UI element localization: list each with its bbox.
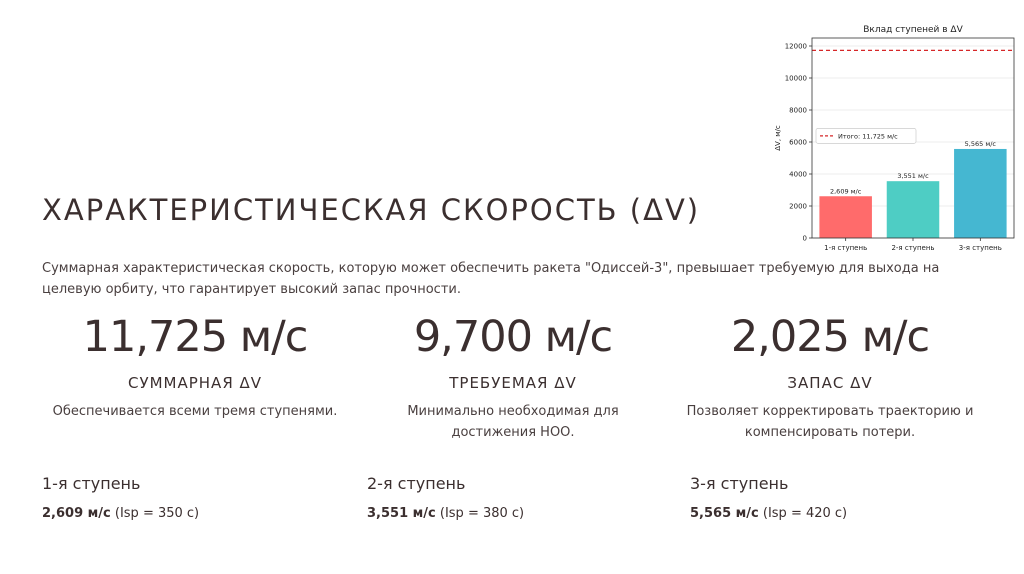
stage-stats bbox=[690, 506, 970, 521]
page-description: Суммарная характеристическая скорость, которую может обеспечить ракета "Одиссей-3", превышает требуемую для выхода на целевую орбиту, что гарантирует высокий запас прочности. bbox=[42, 261, 940, 297]
bar bbox=[954, 149, 1007, 238]
x-tick-label: 2-я ступень bbox=[891, 244, 935, 252]
stage-stats bbox=[367, 506, 647, 521]
stage-isp: (Isp = 350 с) bbox=[114, 506, 200, 521]
x-tick-label: 3-я ступень bbox=[958, 244, 1002, 252]
stage-name: 1-я ступень bbox=[42, 474, 141, 493]
stage-isp: (Isp = 380 с) bbox=[439, 506, 525, 521]
dv-chart bbox=[768, 18, 1018, 254]
y-tick-label: 2000 bbox=[789, 202, 807, 211]
y-tick-label: 12000 bbox=[784, 42, 807, 51]
metric-value: 11,725 м/с bbox=[82, 312, 308, 362]
metric-total-dv bbox=[45, 308, 345, 422]
metric-margin-dv bbox=[680, 308, 980, 443]
stage-stats bbox=[42, 506, 322, 521]
bar bbox=[887, 181, 940, 238]
bar-value-label: 5,565 м/с bbox=[964, 139, 997, 148]
bar bbox=[819, 196, 872, 238]
x-tick-label: 1-я ступень bbox=[824, 244, 868, 252]
metric-label: СУММАРНАЯ ΔV bbox=[127, 374, 263, 392]
stage-name: 3-я ступень bbox=[690, 474, 789, 493]
y-tick-label: 6000 bbox=[789, 138, 807, 147]
metric-description: Минимально необходимая для достижения НОО. bbox=[407, 404, 619, 440]
stage-dv: 2,609 м/с bbox=[42, 506, 111, 521]
stage-3 bbox=[690, 474, 970, 521]
stage-dv: 3,551 м/с bbox=[367, 506, 436, 521]
y-tick-label: 0 bbox=[802, 234, 807, 243]
y-tick-label: 8000 bbox=[789, 106, 807, 115]
stage-name: 2-я ступень bbox=[367, 474, 466, 493]
bar-value-label: 2,609 м/с bbox=[829, 187, 862, 196]
y-tick-label: 10000 bbox=[784, 74, 807, 83]
metric-required-dv bbox=[363, 308, 663, 443]
chart-title: Вклад ступеней в ΔV bbox=[863, 25, 963, 35]
metric-description: Обеспечивается всеми тремя ступенями. bbox=[52, 404, 338, 419]
legend-label: Итого: 11,725 м/с bbox=[838, 132, 898, 141]
stage-dv: 5,565 м/с bbox=[690, 506, 759, 521]
metric-label: ТРЕБУЕМАЯ ΔV bbox=[449, 374, 577, 392]
stage-2 bbox=[367, 474, 647, 521]
stage-1 bbox=[42, 474, 322, 521]
metric-description: Позволяет корректировать траекторию и компенсировать потери. bbox=[686, 404, 974, 440]
stage-isp: (Isp = 420 с) bbox=[762, 506, 848, 521]
metric-value: 2,025 м/с bbox=[730, 312, 930, 362]
y-tick-label: 4000 bbox=[789, 170, 807, 179]
y-axis-label: ΔV, м/с bbox=[774, 125, 782, 151]
page-title: ХАРАКТЕРИСТИЧЕСКАЯ СКОРОСТЬ (ΔV) bbox=[42, 193, 701, 227]
metric-label: ЗАПАС ΔV bbox=[787, 374, 873, 392]
dv-bar-chart bbox=[768, 18, 1018, 254]
metric-value: 9,700 м/с bbox=[413, 312, 613, 362]
bar-value-label: 3,551 м/с bbox=[897, 172, 929, 181]
